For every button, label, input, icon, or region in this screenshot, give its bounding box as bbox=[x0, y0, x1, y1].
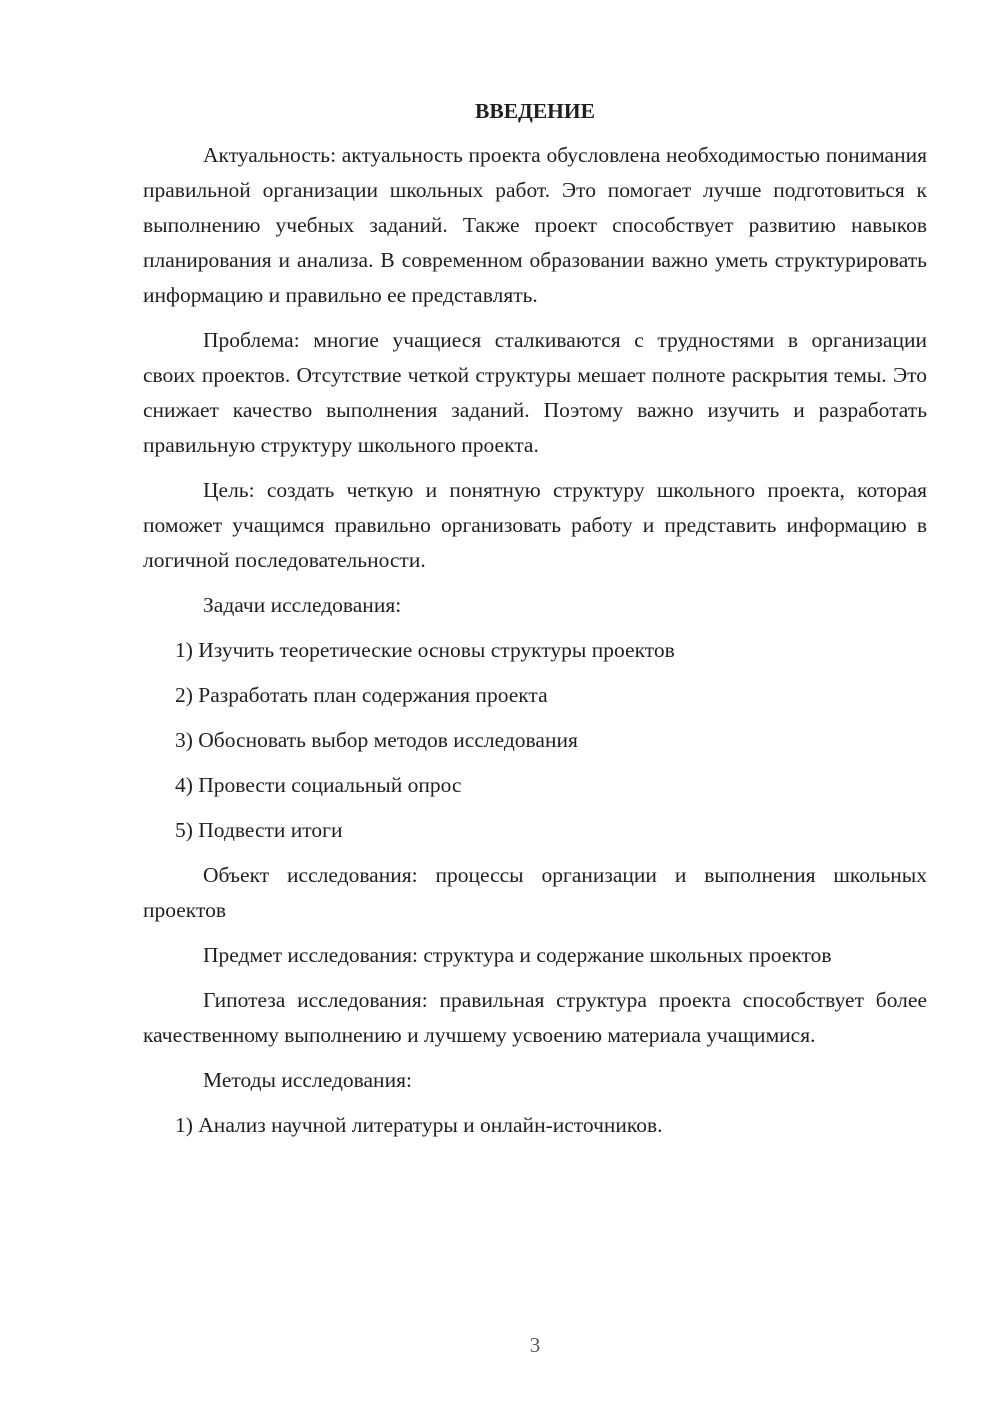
tasks-title: Задачи исследования: bbox=[203, 593, 402, 617]
list-item: 5) Подвести итоги bbox=[175, 818, 343, 842]
methods-title: Методы исследования: bbox=[203, 1068, 412, 1092]
goal-paragraph: Цель: создать четкую и понятную структуру школьного проекта, которая поможет учащимся правильно организовать работу и представить информацию в логичной последовательности. bbox=[143, 478, 927, 572]
hypothesis-paragraph: Гипотеза исследования: правильная структура проекта способствует более качественному выполнению и лучшему усвоению материала учащимися. bbox=[143, 988, 927, 1047]
problem-paragraph: Проблема: многие учащиеся сталкиваются с трудностями в организации своих проектов. Отсутствие четкой структуры мешает полноте раскрытия темы. Это снижает качество выполнения заданий. Поэтому важно изучить и разработать правильную структуру школьного проекта. bbox=[143, 328, 927, 457]
list-item: 2) Разработать план содержания проекта bbox=[175, 683, 548, 707]
list-item: 3) Обосновать выбор методов исследования bbox=[175, 728, 578, 752]
list-item: 1) Анализ научной литературы и онлайн-источников. bbox=[175, 1113, 663, 1137]
list-item: 1) Изучить теоретические основы структуры проектов bbox=[175, 638, 675, 662]
document-page bbox=[143, 96, 927, 1153]
tasks-list bbox=[143, 633, 927, 848]
subject-paragraph: Предмет исследования: структура и содержание школьных проектов bbox=[203, 943, 832, 967]
section-heading: ВВЕДЕНИЕ bbox=[475, 99, 595, 123]
list-item: 4) Провести социальный опрос bbox=[175, 773, 462, 797]
object-paragraph: Объект исследования: процессы организации и выполнения школьных проектов bbox=[143, 863, 927, 922]
page-number: 3 bbox=[529, 1333, 541, 1357]
methods-list bbox=[143, 1108, 927, 1143]
relevance-paragraph: Актуальность: актуальность проекта обусловлена необходимостью понимания правильной организации школьных работ. Это помогает лучше подготовиться к выполнению учебных заданий. Также проект способствует развитию навыков планирования и анализа. В современном образовании важно уметь структурировать информацию и правильно ее представлять. bbox=[143, 143, 927, 307]
